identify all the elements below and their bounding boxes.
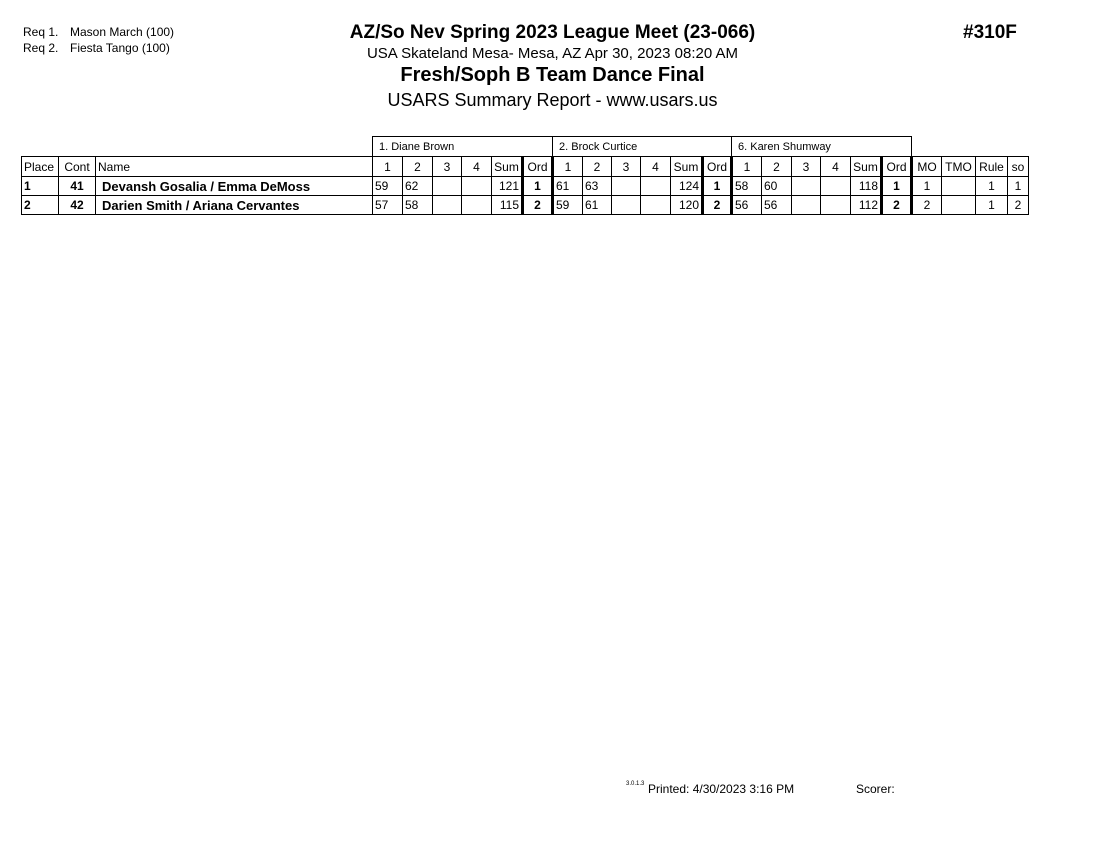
score-cell xyxy=(612,196,641,215)
col-j3-ord: Ord xyxy=(882,157,912,177)
judges-row xyxy=(22,137,1029,157)
col-cont: Cont xyxy=(59,157,96,177)
report-title: USARS Summary Report - www.usars.us xyxy=(387,90,718,110)
col-j2-s4: 4 xyxy=(641,157,671,177)
table-row xyxy=(22,177,1029,196)
so-cell: 1 xyxy=(1008,177,1029,196)
score-cell: 56 xyxy=(732,196,762,215)
col-j1-s1: 1 xyxy=(373,157,403,177)
printed-timestamp: Printed: 4/30/2023 3:16 PM xyxy=(648,782,795,796)
col-j1-ord: Ord xyxy=(523,157,553,177)
sum-cell: 112 xyxy=(851,196,882,215)
score-cell xyxy=(641,196,671,215)
cont-cell: 42 xyxy=(59,196,96,215)
col-j3-s3: 3 xyxy=(792,157,821,177)
score-cell xyxy=(792,196,821,215)
cont-cell: 41 xyxy=(59,177,96,196)
score-cell: 57 xyxy=(373,196,403,215)
requirement-2 xyxy=(23,41,170,56)
results-table xyxy=(21,136,1029,215)
ord-cell: 2 xyxy=(703,196,732,215)
event-number: #310F xyxy=(963,22,1017,43)
mo-cell: 2 xyxy=(912,196,942,215)
table-row xyxy=(22,196,1029,215)
header-row xyxy=(22,157,1029,177)
col-j1-sum: Sum xyxy=(492,157,523,177)
scorer-label: Scorer: xyxy=(856,782,895,796)
ord-cell: 2 xyxy=(523,196,553,215)
ord-cell: 2 xyxy=(882,196,912,215)
judge-1-name: 1. Diane Brown xyxy=(373,137,553,157)
ord-cell: 1 xyxy=(882,177,912,196)
col-so: so xyxy=(1008,157,1029,177)
col-j3-s4: 4 xyxy=(821,157,851,177)
col-j3-sum: Sum xyxy=(851,157,882,177)
requirement-value: Mason March (100) xyxy=(70,25,175,39)
col-j3-s1: 1 xyxy=(732,157,762,177)
col-j3-s2: 2 xyxy=(762,157,792,177)
rule-cell: 1 xyxy=(976,196,1008,215)
score-cell xyxy=(433,177,462,196)
so-cell: 2 xyxy=(1008,196,1029,215)
score-cell xyxy=(792,177,821,196)
score-cell: 59 xyxy=(553,196,583,215)
ord-cell: 1 xyxy=(523,177,553,196)
score-cell: 61 xyxy=(583,196,612,215)
score-cell: 62 xyxy=(403,177,433,196)
col-rule: Rule xyxy=(976,157,1008,177)
score-cell xyxy=(612,177,641,196)
col-j2-sum: Sum xyxy=(671,157,703,177)
score-cell: 58 xyxy=(732,177,762,196)
score-cell xyxy=(821,177,851,196)
requirement-label: Req 2. xyxy=(23,41,59,55)
col-j1-s3: 3 xyxy=(433,157,462,177)
col-j2-s2: 2 xyxy=(583,157,612,177)
sum-cell: 118 xyxy=(851,177,882,196)
requirement-value: Fiesta Tango (100) xyxy=(70,41,170,55)
rule-cell: 1 xyxy=(976,177,1008,196)
ord-cell: 1 xyxy=(703,177,732,196)
score-cell xyxy=(462,177,492,196)
skater-name: Darien Smith / Ariana Cervantes xyxy=(96,196,373,215)
event-title: Fresh/Soph B Team Dance Final xyxy=(400,64,705,86)
version-mark: 3.0.1.3 xyxy=(626,781,645,787)
place-cell: 2 xyxy=(22,196,59,215)
mo-cell: 1 xyxy=(912,177,942,196)
judge-2-name: 2. Brock Curtice xyxy=(553,137,732,157)
sum-cell: 115 xyxy=(492,196,523,215)
score-cell: 61 xyxy=(553,177,583,196)
col-mo: MO xyxy=(912,157,942,177)
judge-3-name: 6. Karen Shumway xyxy=(732,137,912,157)
score-cell xyxy=(641,177,671,196)
tmo-cell xyxy=(942,177,976,196)
col-place: Place xyxy=(22,157,59,177)
col-j2-ord: Ord xyxy=(703,157,732,177)
col-j1-s2: 2 xyxy=(403,157,433,177)
score-cell: 58 xyxy=(403,196,433,215)
sum-cell: 124 xyxy=(671,177,703,196)
col-name: Name xyxy=(96,157,373,177)
requirement-label: Req 1. xyxy=(23,25,59,39)
score-cell xyxy=(821,196,851,215)
sum-cell: 121 xyxy=(492,177,523,196)
skater-name: Devansh Gosalia / Emma DeMoss xyxy=(96,177,373,196)
requirement-1 xyxy=(23,25,174,40)
score-cell xyxy=(433,196,462,215)
score-cell: 60 xyxy=(762,177,792,196)
score-cell: 63 xyxy=(583,177,612,196)
col-j1-s4: 4 xyxy=(462,157,492,177)
score-cell: 56 xyxy=(762,196,792,215)
col-j2-s3: 3 xyxy=(612,157,641,177)
col-tmo: TMO xyxy=(942,157,976,177)
col-j2-s1: 1 xyxy=(553,157,583,177)
meet-title: AZ/So Nev Spring 2023 League Meet (23-066) xyxy=(349,22,756,43)
meet-location: USA Skateland Mesa- Mesa, AZ Apr 30, 2023 08:20 AM xyxy=(366,45,739,62)
tmo-cell xyxy=(942,196,976,215)
score-cell xyxy=(462,196,492,215)
score-cell: 59 xyxy=(373,177,403,196)
place-cell: 1 xyxy=(22,177,59,196)
sum-cell: 120 xyxy=(671,196,703,215)
